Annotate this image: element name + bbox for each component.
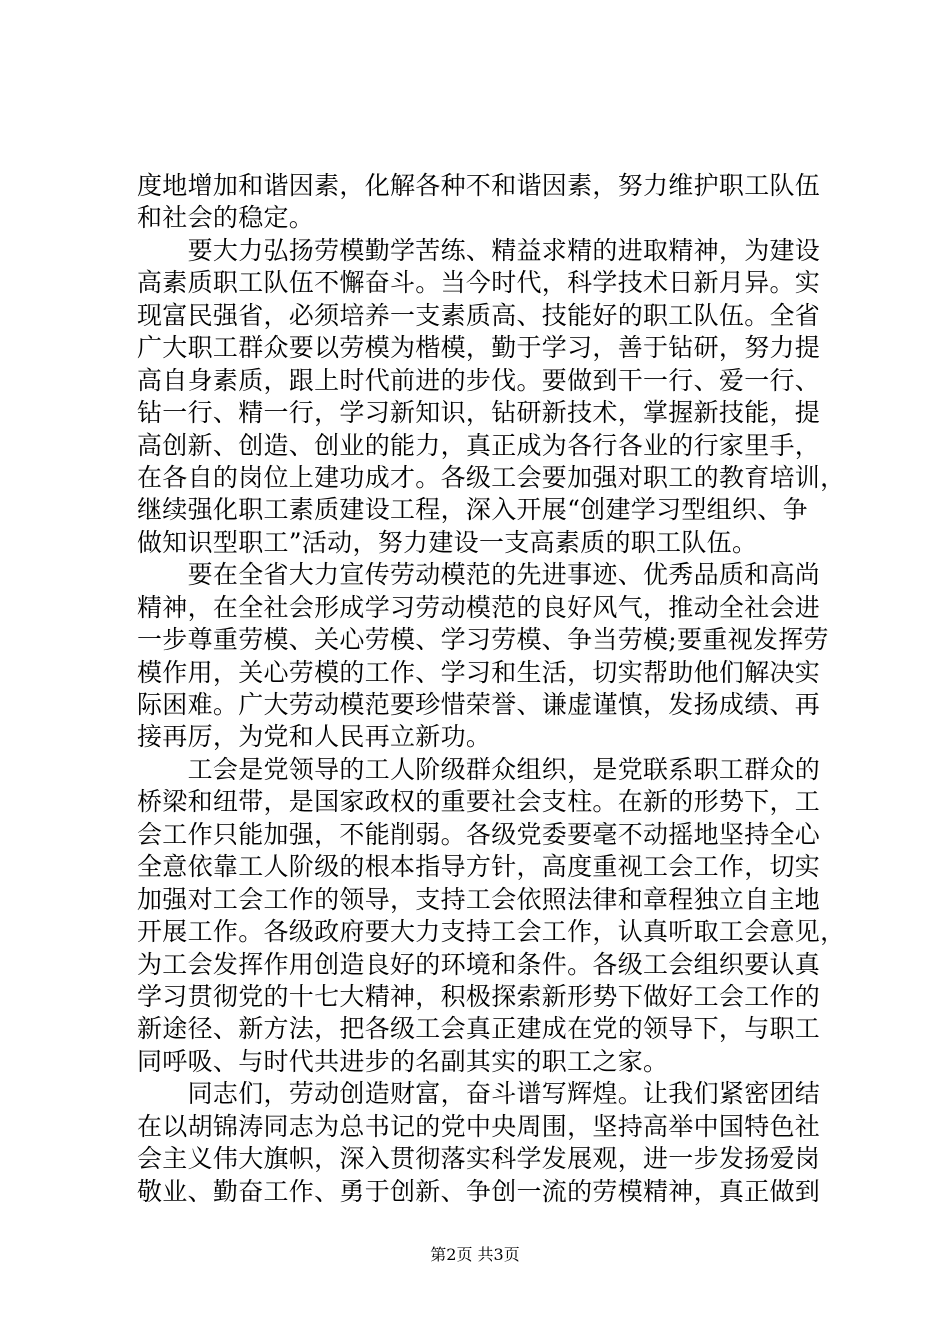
text-line: 同呼吸、与时代共进步的名副其实的职工之家。: [137, 1046, 669, 1076]
text-line: 一步尊重劳模、关心劳模、学习劳模、争当劳模;要重视发挥劳: [137, 625, 829, 655]
text-line: 际困难。广大劳动模范要珍惜荣誉、谦虚谨慎，发扬成绩、再: [137, 690, 821, 719]
text-line: 现富民强省，必须培养一支素质高、技能好的职工队伍。全省: [137, 300, 821, 330]
text-line: 在以胡锦涛同志为总书记的党中央周围，坚持高举中国特色社: [137, 1111, 821, 1141]
text-line: 同志们，劳动创造财富，奋斗谱写辉煌。让我们紧密团结: [137, 1079, 821, 1109]
text-line: 加强对工会工作的领导，支持工会依照法律和章程独立自主地: [137, 884, 821, 914]
text-line: 做知识型职工”活动，努力建设一支高素质的职工队伍。: [137, 527, 758, 557]
text-line: 为工会发挥作用创造良好的环境和条件。各级工会组织要认真: [137, 949, 821, 979]
text-line: 精神，在全社会形成学习劳动模范的良好风气，推动全社会进: [137, 592, 821, 622]
text-line: 新途径、新方法，把各级工会真正建成在党的领导下，与职工: [137, 1014, 821, 1044]
text-line: 桥梁和纽带，是国家政权的重要社会支柱。在新的形势下，工: [137, 787, 821, 817]
text-line: 模作用，关心劳模的工作、学习和生活，切实帮助他们解决实: [137, 657, 821, 687]
text-line: 广大职工群众要以劳模为楷模，勤于学习，善于钻研，努力提: [137, 333, 821, 363]
text-line: 高自身素质，跟上时代前进的步伐。要做到干一行、爱一行、: [137, 365, 821, 395]
page-footer: 第2页 共3页: [430, 1245, 520, 1264]
text-line: 开展工作。各级政府要大力支持工会工作，认真听取工会意见，: [137, 917, 846, 947]
text-line: 会工作只能加强，不能削弱。各级党委要毫不动摇地坚持全心: [137, 819, 821, 849]
text-line: 高素质职工队伍不懈奋斗。当今时代，科学技术日新月异。实: [137, 268, 821, 298]
text-line: 高创新、创造、创业的能力，真正成为各行各业的行家里手，: [137, 430, 821, 460]
text-line: 要大力弘扬劳模勤学苦练、精益求精的进取精神，为建设: [137, 235, 821, 265]
text-line: 钻一行、精一行，学习新知识，钻研新技术，掌握新技能，提: [137, 398, 821, 428]
text-line: 工会是党领导的工人阶级群众组织，是党联系职工群众的: [137, 754, 821, 784]
document-body: [137, 170, 846, 1208]
text-line: 继续强化职工素质建设工程，深入开展“创建学习型组织、争: [137, 495, 808, 525]
text-line: 敬业、勤奋工作、勇于创新、争创一流的劳模精神，真正做到: [137, 1176, 821, 1206]
text-line: 在各自的岗位上建功成才。各级工会要加强对职工的教育培训，: [137, 462, 846, 492]
text-line: 会主义伟大旗帜，深入贯彻落实科学发展观，进一步发扬爱岗: [137, 1144, 821, 1174]
text-line: 度地增加和谐因素，化解各种不和谐因素，努力维护职工队伍: [137, 171, 821, 200]
text-line: 要在全省大力宣传劳动模范的先进事迹、优秀品质和高尚: [137, 560, 821, 590]
text-line: 全意依靠工人阶级的根本指导方针，高度重视工会工作，切实: [137, 852, 821, 882]
text-line: 学习贯彻党的十七大精神，积极探索新形势下做好工会工作的: [137, 981, 821, 1011]
text-line: 和社会的稳定。: [137, 203, 315, 233]
text-line: 接再厉，为党和人民再立新功。: [137, 722, 492, 752]
